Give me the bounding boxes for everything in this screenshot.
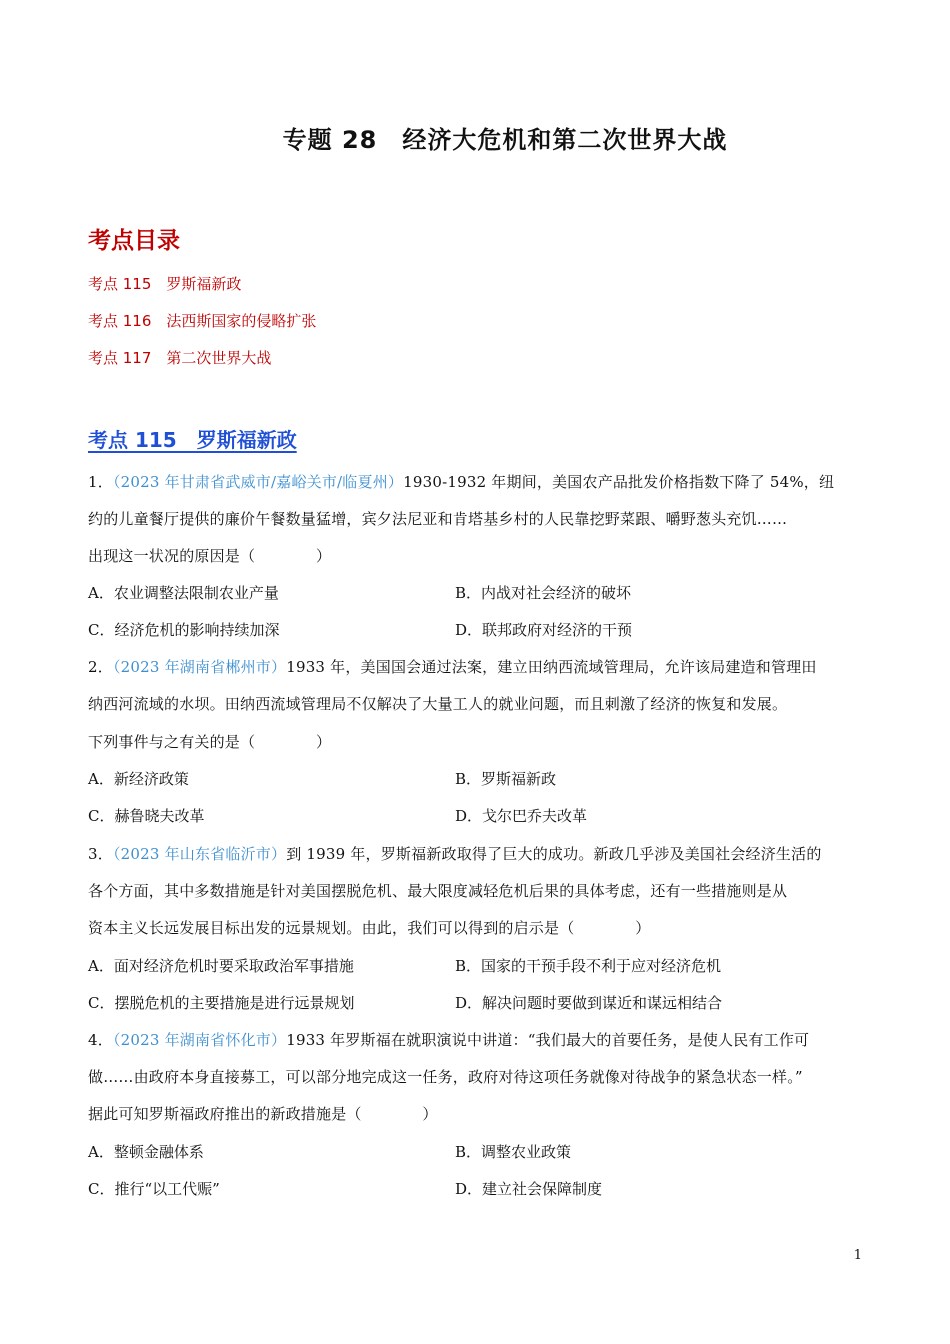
toc-item[interactable]: 考点 117 第二次世界大战 [88,349,272,367]
question-stem-line: 纳西河流域的水坝。田纳西流域管理局不仅解决了大量工人的就业问题，而且刺激了经济的恢复和发展。 [88,695,788,713]
section-heading[interactable]: 考点 115 罗斯福新政 [88,428,297,452]
question-stem-line: 4．（2023 年湖南省怀化市）1933 年罗斯福在就职演说中讲道：“我们最大的首要任务，是使人民有工作可 [88,1031,810,1049]
question-stem-line: 资本主义长远发展目标出发的远景规划。由此，我们可以得到的启示是（ ） [88,919,651,937]
option-b[interactable]: B．罗斯福新政 [455,770,557,788]
option-a[interactable]: A．整顿金融体系 [88,1143,204,1161]
option-c[interactable]: C．摆脱危机的主要措施是进行远景规划 [88,994,355,1012]
question-source: （2023 年甘肃省武威市/嘉峪关市/临夏州） [112,473,404,491]
page-number: 1 [853,1248,862,1263]
question-source: （2023 年湖南省郴州市） [112,658,287,676]
option-a[interactable]: A．农业调整法限制农业产量 [88,584,279,602]
question-number: 4． [88,1031,113,1049]
toc-heading: 考点目录 [88,228,180,254]
question-stem-line: 约的儿童餐厅提供的廉价午餐数量猛增，宾夕法尼亚和肯塔基乡村的人民靠挖野菜跟、嚼野葱头充饥…… [88,510,788,528]
question-number: 3． [88,845,113,863]
option-b[interactable]: B．内战对社会经济的破坏 [455,584,632,602]
toc-item[interactable]: 考点 116 法西斯国家的侵略扩张 [88,312,317,330]
question-source: （2023 年湖南省怀化市） [112,1031,287,1049]
question-stem-line: 做……由政府本身直接募工，可以部分地完成这一任务，政府对待这项任务就像对待战争的紧急状态一样。” [88,1068,803,1086]
option-d[interactable]: D．解决问题时要做到谋近和谋远相结合 [455,994,723,1012]
option-c[interactable]: C．经济危机的影响持续加深 [88,621,280,639]
question-number: 2． [88,658,113,676]
question-stem-line: 3．（2023 年山东省临沂市）到 1939 年，罗斯福新政取得了巨大的成功。新政几乎涉及美国社会经济生活的 [88,845,822,863]
option-a[interactable]: A．面对经济危机时要采取政治军事措施 [88,957,354,975]
option-d[interactable]: D．联邦政府对经济的干预 [455,621,633,639]
option-b[interactable]: B．国家的干预手段不利于应对经济危机 [455,957,722,975]
question-stem-line: 下列事件与之有关的是（ ） [88,733,332,751]
page-title: 专题 28 经济大危机和第二次世界大战 [282,126,728,154]
question-number: 1． [88,473,113,491]
question-stem-line: 1．（2023 年甘肃省武威市/嘉峪关市/临夏州）1930-1932 年期间，美国农产品批发价格指数下降了 54%，纽 [88,473,835,491]
question-stem-line: 据此可知罗斯福政府推出的新政措施是（ ） [88,1105,438,1123]
option-d[interactable]: D．戈尔巴乔夫改革 [455,807,588,825]
option-c[interactable]: C．赫鲁晓夫改革 [88,807,205,825]
option-b[interactable]: B．调整农业政策 [455,1143,572,1161]
option-d[interactable]: D．建立社会保障制度 [455,1180,603,1198]
option-c[interactable]: C．推行“以工代赈” [88,1180,220,1198]
question-stem-line: 各个方面，其中多数措施是针对美国摆脱危机、最大限度减轻危机后果的具体考虑，还有一些措施则是从 [88,882,788,900]
option-a[interactable]: A．新经济政策 [88,770,189,788]
question-stem-line: 2．（2023 年湖南省郴州市）1933 年，美国国会通过法案，建立田纳西流域管理局，允许该局建造和管理田 [88,658,817,676]
question-stem-line: 出现这一状况的原因是（ ） [88,547,332,565]
toc-item[interactable]: 考点 115 罗斯福新政 [88,275,242,293]
question-source: （2023 年山东省临沂市） [112,845,287,863]
